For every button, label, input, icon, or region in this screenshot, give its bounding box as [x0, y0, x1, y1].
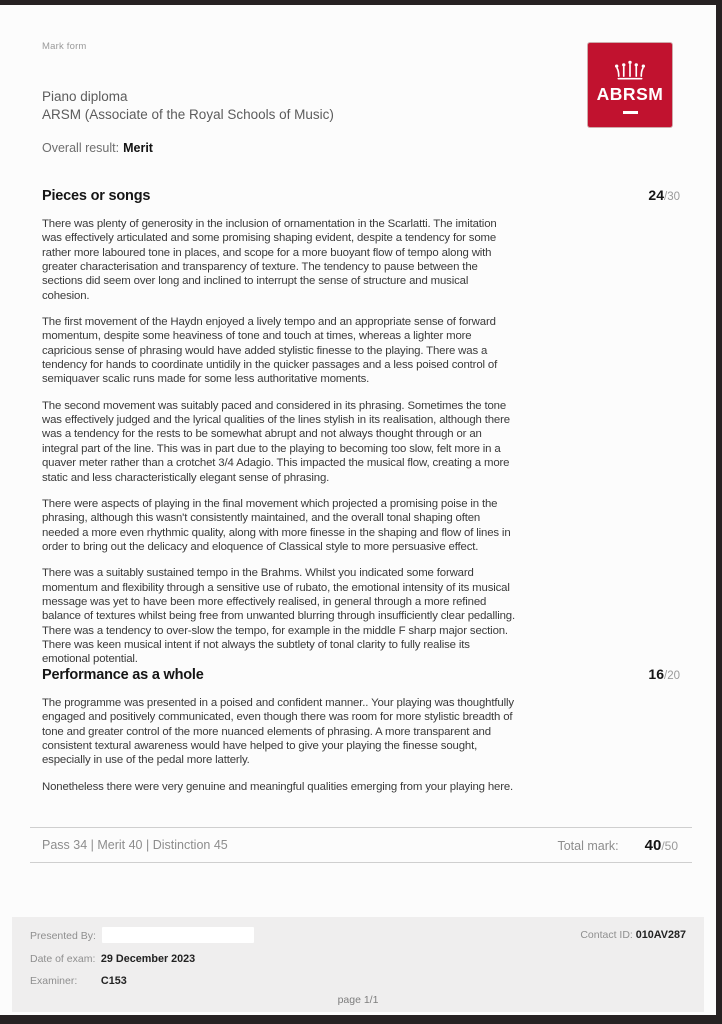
- mark-form-page: [0, 5, 716, 1015]
- total-mark-bar: [30, 827, 692, 863]
- comment-paragraph: The second movement was suitably paced and considered in its phrasing. Sometimes the tone was effectively judged and the lyrical qualities of the lines stylish in its realisation, although there was a tendency for the rests to be somewhat abrupt and not always thought through or an integral part of the line. This was in part due to the playing to becoming too slow, felt more in a quaver meter rather than a crotchet 3/4 Adagio. This impacted the musical flow, creating a more static and less characteristically elegant sense of phrasing.: [42, 399, 510, 484]
- mark-denominator: /20: [664, 670, 680, 682]
- overall-result-value: Merit: [123, 141, 153, 155]
- page-number: page 1/1: [337, 994, 379, 1006]
- overall-result-label: Overall result:: [42, 141, 120, 155]
- section-mark: [648, 187, 680, 205]
- presented-by-label: Presented By:: [30, 929, 96, 942]
- document-title: Piano diploma: [42, 89, 128, 104]
- examiner-comments: [42, 217, 518, 667]
- comment-paragraph: There was plenty of generosity in the inclusion of ornamentation in the Scarlatti. The imitation was effectively articulated and some promising shaping evident, despite a tendency for some rather more laboured tone in places, and scope for a more buoyant flow of tempo along with greater characterisation and transparency of texture. The tendency to pause between the sections did seem over long and inclined to interrupt the sense of structure and musical cohesion.: [42, 218, 497, 302]
- total-mark-value: 40: [644, 836, 662, 854]
- date-of-exam-row: [30, 953, 195, 965]
- section-header: [42, 187, 680, 205]
- comment-paragraph: The programme was presented in a poised and confident manner.. Your playing was thoughtfully engaged and positively communicated, even though there was room for more stylistic breadth of tone and greater control of the more nuanced elements of phrasing. A more transparent and consistent textural awareness would have helped to give your playing the finesse sought, especially in use of the pedal more latterly.: [42, 697, 514, 767]
- presented-by-row: [30, 929, 686, 943]
- abrsm-logo: [588, 43, 672, 127]
- examiner-label: Examiner:: [30, 975, 78, 987]
- crown-icon: [611, 57, 649, 82]
- examiner-value: C153: [100, 975, 127, 987]
- examiner-comments: [42, 696, 518, 794]
- redacted-name-box: [102, 927, 254, 943]
- mark-value: 24: [648, 187, 664, 203]
- document-subtitle: ARSM (Associate of the Royal Schools of Music): [42, 107, 334, 122]
- document-title-block: [42, 88, 334, 124]
- overall-result: [42, 141, 153, 155]
- section-heading: Performance as a whole: [42, 667, 204, 683]
- examiner-row: [30, 975, 127, 987]
- footer-panel: [12, 917, 704, 1012]
- comment-paragraph: Nonetheless there were very genuine and meaningful qualities emerging from your playing here.: [42, 780, 514, 793]
- comment-paragraph: There was a suitably sustained tempo in the Brahms. Whilst you indicated some forward momentum and flexibility through a sensitive use of rubato, the emotional intensity of its musical message was yet to have been more effectively realised, in general through a more refined balance of textures whilst being free from unwanted blurring through insufficiently clear pedalling. There was a tendency to over-slow the tempo, for example in the middle F sharp major section. There was keen musical intent if not always the subtlety of tonal clarity to fully realise its emotional potential.: [42, 567, 515, 666]
- section-mark: [648, 666, 680, 684]
- comment-paragraph: There were aspects of playing in the final movement which projected a promising poise in the phrasing, although this wasn't consistently maintained, and the overall tonal shaping often needed a more even rhythmic quality, along with more finesse in the shaping and flow of lines in order to bring out the delicacy and eloquence of Classical style to more persuasive effect.: [42, 497, 511, 553]
- section-pieces-or-songs: [42, 187, 680, 667]
- section-header: [42, 666, 680, 684]
- comment-paragraph: The first movement of the Haydn enjoyed a lively tempo and an appropriate sense of forward momentum, despite some heaviness of tone and touch at times, whereas a lighter more capricious sense of phrasing would have added stylistic finesse to the playing. There was a tendency for hands to coordinate untidily in the quicker passages and a less poised control of semiquaver scalic runs made for some less authoritative moments.: [42, 316, 498, 386]
- total-mark-denominator: /50: [661, 838, 678, 853]
- section-performance-as-a-whole: [42, 666, 680, 794]
- mark-denominator: /30: [664, 191, 680, 203]
- total-mark: [557, 837, 678, 854]
- total-mark-label: Total mark:: [557, 838, 619, 853]
- section-heading: Pieces or songs: [42, 188, 151, 204]
- mark-thresholds: Pass 34 | Merit 40 | Distinction 45: [42, 838, 228, 852]
- date-of-exam-value: 29 December 2023: [100, 953, 196, 965]
- contact-id-label: Contact ID:: [580, 929, 633, 941]
- logo-underline: [623, 111, 638, 114]
- mark-value: 16: [648, 666, 664, 682]
- logo-text: ABRSM: [596, 83, 664, 104]
- contact-id: [580, 929, 686, 941]
- date-of-exam-label: Date of exam:: [30, 953, 96, 965]
- contact-id-value: 010AV287: [635, 929, 686, 941]
- mark-form-label: Mark form: [42, 41, 87, 52]
